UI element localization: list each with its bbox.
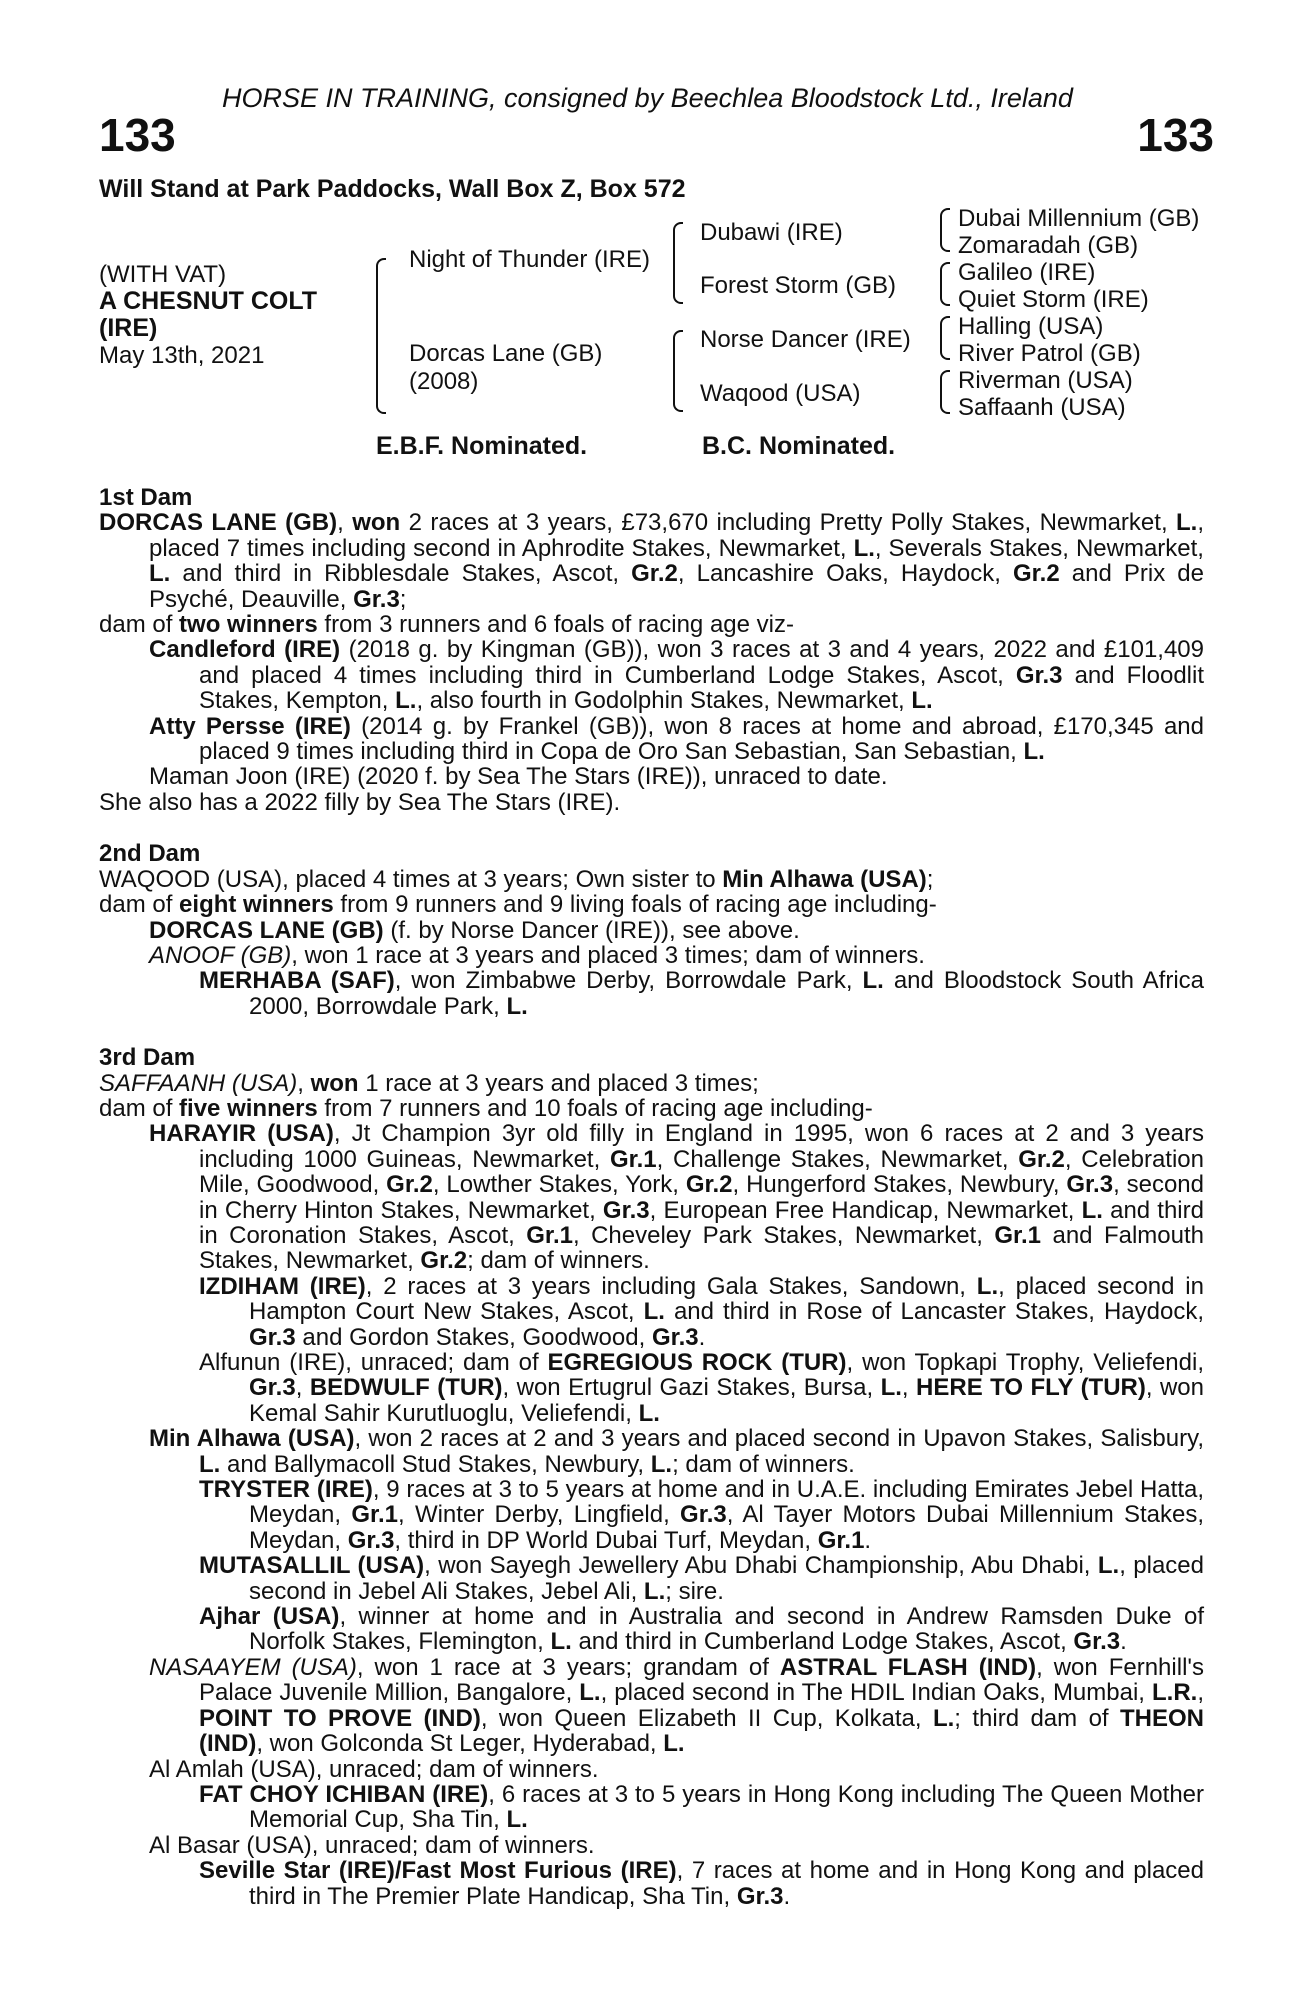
produce-al-amlah: Al Amlah (USA), unraced; dam of winners.: [149, 1755, 599, 1783]
pedigree-dds: Riverman (USA): [958, 367, 1133, 394]
brace-dam: [673, 330, 683, 412]
brace-ss: [940, 208, 950, 252]
produce-merhaba: MERHABA (SAF), won Zimbabwe Derby, Borrowdale Park, L. and Bloodstock South Africa 2000, Borrowdale Park, L.: [199, 967, 1205, 1020]
pedigree-dsd: River Patrol (GB): [958, 340, 1141, 367]
produce-anoof: ANOOF (GB), won 1 race at 3 years and placed 3 times; dam of winners.: [149, 941, 925, 969]
vat-label: (WITH VAT): [99, 261, 227, 288]
horse-name-line1: A CHESNUT COLT: [99, 287, 318, 315]
brace-dd: [940, 370, 950, 414]
produce-al-basar: Al Basar (USA), unraced; dam of winners.: [149, 1831, 595, 1859]
bc-nomination: B.C. Nominated.: [702, 432, 896, 460]
produce-nasaayem: NASAAYEM (USA), won 1 race at 3 years; grandam of ASTRAL FLASH (IND), won Fernhill's Palace Juvenile Million, Bangalore, L., placed second in The HDIL Indian Oaks, Mumbai, L.R., POINT TO PROVE (IND), won Queen Elizabeth II Cup, Kolkata, L.; third dam of THEON (IND), won Golconda St Leger, Hyderabad, L.: [149, 1653, 1204, 1758]
produce-dorcas-lane: DORCAS LANE (GB) (f. by Norse Dancer (IRE)), see above.: [149, 916, 800, 944]
first-dam-produce-intro: dam of two winners from 3 runners and 6 foals of racing age viz-: [99, 611, 794, 639]
produce-2022-filly: She also has a 2022 filly by Sea The Stars (IRE).: [99, 788, 621, 816]
horse-dob: May 13th, 2021: [99, 342, 265, 369]
produce-mutasallil: MUTASALLIL (USA), won Sayegh Jewellery Abu Dhabi Championship, Abu Dhabi, L., placed second in Jebel Ali Stakes, Jebel Ali, L.; sire.: [199, 1552, 1204, 1605]
second-dam-heading: 2nd Dam: [99, 840, 201, 868]
second-dam-produce-intro: dam of eight winners from 9 runners and 9 living foals of racing age including-: [99, 891, 937, 919]
produce-ajhar: Ajhar (USA), winner at home and in Australia and second in Andrew Ramsden Duke of Norfolk Stakes, Flemington, L. and third in Cumberland Lodge Stakes, Ascot, Gr.3.: [199, 1603, 1205, 1656]
second-dam-para: WAQOOD (USA), placed 4 times at 3 years; Own sister to Min Alhawa (USA);: [99, 865, 934, 893]
sire-name: Night of Thunder (IRE): [409, 246, 650, 273]
dam-dam: Waqood (USA): [700, 380, 861, 407]
stand-location: Will Stand at Park Paddocks, Wall Box Z, Box 572: [99, 175, 686, 203]
third-dam-heading: 3rd Dam: [99, 1044, 196, 1072]
lot-number-left: 133: [99, 109, 176, 161]
dam-year: (2008): [409, 368, 479, 395]
produce-harayir: HARAYIR (USA), Jt Champion 3yr old filly in England in 1995, won 6 races at 2 and 3 years including 1000 Guineas, Newmarket, Gr.1, Challenge Stakes, Newmarket, Gr.2, Celebration Mile, Goodwood, Gr.2, Lowther Stakes, York, Gr.2, Hungerford Stakes, Newbury, Gr.3, second in Cherry Hinton Stakes, Newmarket, Gr.3, European Free Handicap, Newmarket, L. and third in Coronation Stakes, Ascot, Gr.1, Cheveley Park Stakes, Newmarket, Gr.1 and Falmouth Stakes, Newmarket, Gr.2; dam of winners.: [149, 1120, 1205, 1275]
third-dam-produce-intro: dam of five winners from 7 runners and 10 foals of racing age including-: [99, 1094, 873, 1122]
first-dam-heading: 1st Dam: [99, 484, 193, 511]
ebf-nomination: E.B.F. Nominated.: [376, 432, 588, 460]
produce-alfunun: Alfunun (IRE), unraced; dam of EGREGIOUS ROCK (TUR), won Topkapi Trophy, Veliefendi, Gr.3, BEDWULF (TUR), won Ertugrul Gazi Stakes, Bursa, L., HERE TO FLY (TUR), won Kemal Sahir Kurutluoglu, Veliefendi, L.: [199, 1349, 1204, 1427]
produce-atty-persse: Atty Persse (IRE) (2014 g. by Frankel (GB)), won 8 races at home and abroad, £170,345 and placed 9 times including third in Copa de Oro San Sebastian, San Sebastian, L.: [149, 712, 1204, 766]
produce-candleford: Candleford (IRE) (2018 g. by Kingman (GB)), won 3 races at 3 and 4 years, 2022 and £101,409 and placed 4 times including third in Cumberland Lodge Stakes, Ascot, Gr.3 and Floodlit Stakes, Kempton, L., also fourth in Godolphin Stakes, Newmarket, L.: [149, 636, 1205, 715]
brace-sire: [673, 222, 683, 304]
horse-name-line2: (IRE): [99, 314, 158, 342]
dam-name: Dorcas Lane (GB): [409, 340, 603, 367]
produce-min-alhawa: Min Alhawa (USA), won 2 races at 2 and 3 years and placed second in Upavon Stakes, Salisbury, L. and Ballymacoll Stud Stakes, Newbury, L.; dam of winners.: [149, 1425, 1204, 1478]
pedigree-ddd: Saffaanh (USA): [958, 394, 1126, 421]
sire-sire: Dubawi (IRE): [700, 219, 843, 246]
catalogue-body: [99, 485, 1204, 1909]
sire-dam: Forest Storm (GB): [700, 272, 897, 299]
produce-fat-choy-ichiban: FAT CHOY ICHIBAN (IRE), 6 races at 3 to 5 years in Hong Kong including The Queen Mother Memorial Cup, Sha Tin, L.: [199, 1780, 1205, 1834]
produce-izdiham: IZDIHAM (IRE), 2 races at 3 years including Gala Stakes, Sandown, L., placed second in Hampton Court New Stakes, Ascot, L. and third in Rose of Lancaster Stakes, Haydock, Gr.3 and Gordon Stakes, Goodwood, Gr.3.: [199, 1272, 1205, 1351]
brace-ds: [940, 316, 950, 360]
brace-gen1: [376, 258, 386, 414]
third-dam-para: SAFFAANH (USA), won 1 race at 3 years and placed 3 times;: [99, 1069, 759, 1097]
lot-number-right: 133: [1137, 109, 1214, 161]
pedigree-sdd: Quiet Storm (IRE): [958, 286, 1149, 313]
produce-tryster: TRYSTER (IRE), 9 races at 3 to 5 years at home and in U.A.E. including Emirates Jebel Hatta, Meydan, Gr.1, Winter Derby, Lingfield, Gr.3, Al Tayer Motors Dubai Millennium Stakes, Meydan, Gr.3, third in DP World Dubai Turf, Meydan, Gr.1.: [199, 1476, 1205, 1554]
produce-seville-star: Seville Star (IRE)/Fast Most Furious (IRE), 7 races at home and in Hong Kong and placed third in The Premier Plate Handicap, Sha Tin, Gr.3.: [199, 1857, 1204, 1910]
pedigree-dss: Halling (USA): [958, 313, 1104, 340]
pedigree-sss: Dubai Millennium (GB): [958, 205, 1200, 232]
dam-sire: Norse Dancer (IRE): [700, 326, 911, 353]
brace-sd: [940, 262, 950, 306]
pedigree-sds: Galileo (IRE): [958, 259, 1096, 286]
produce-maman-joon: Maman Joon (IRE) (2020 f. by Sea The Stars (IRE)), unraced to date.: [149, 763, 888, 791]
page-header-title: HORSE IN TRAINING, consigned by Beechlea Bloodstock Ltd., Ireland: [222, 83, 1073, 113]
first-dam-para: DORCAS LANE (GB), won 2 races at 3 years, £73,670 including Pretty Polly Stakes, Newmarket, L., placed 7 times including second in Aphrodite Stakes, Newmarket, L., Severals Stakes, Newmarket, L. and third in Ribblesdale Stakes, Ascot, Gr.2, Lancashire Oaks, Haydock, Gr.2 and Prix de Psyché, Deauville, Gr.3;: [99, 509, 1205, 613]
pedigree-ssd: Zomaradah (GB): [958, 232, 1139, 259]
